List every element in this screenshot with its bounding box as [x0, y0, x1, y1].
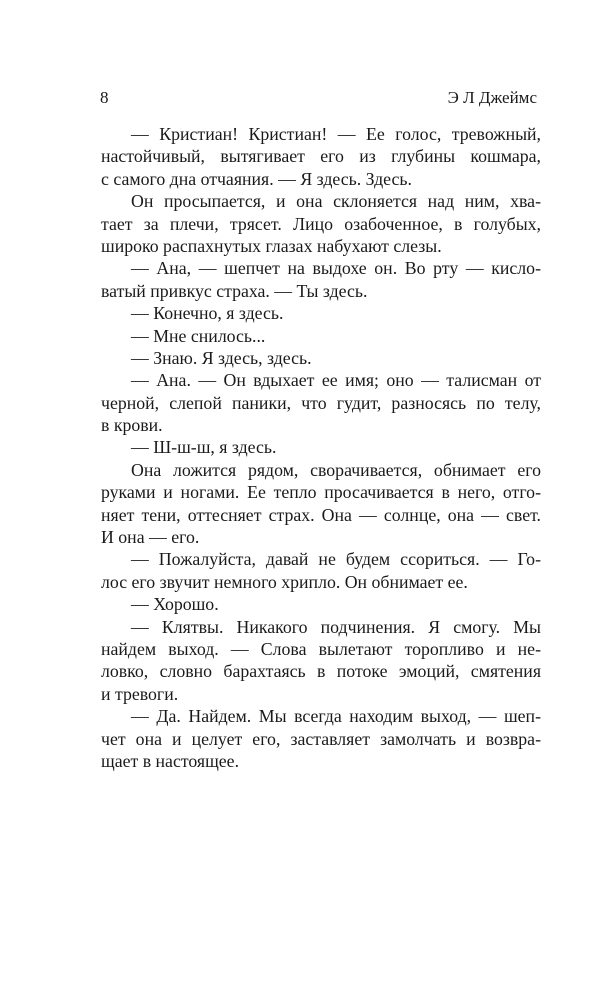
- text-line: — Да. Найдем. Мы всегда находим выход, — шеп-: [131, 706, 541, 727]
- text-line: — Клятвы. Никакого подчинения. Я смогу. Мы: [131, 616, 541, 637]
- text-line: Она ложится рядом, сворачивается, обнимает его: [131, 459, 541, 480]
- text-line: широко распахнутых глазах набухают слезы.: [101, 235, 442, 256]
- text-line: — Ш-ш-ш, я здесь.: [131, 437, 277, 458]
- text-line: щает в настоящее.: [101, 750, 240, 771]
- text-line: И она — его.: [101, 527, 200, 548]
- text-line: найдем выход. — Слова вылетают торопливо и не-: [101, 638, 541, 659]
- text-line: и тревоги.: [101, 683, 179, 704]
- text-line: черной, слепой паники, что гудит, разносясь по телу,: [101, 392, 541, 413]
- running-header-author: Э Л Джеймс: [447, 88, 537, 107]
- body-text: [101, 123, 541, 772]
- text-line: — Мне снилось...: [131, 325, 266, 346]
- text-line: — Ана. — Он вдыхает ее имя; оно — талисман от: [131, 370, 541, 391]
- text-line: — Ана, — шепчет на выдохе он. Во рту — кисло-: [131, 258, 541, 279]
- text-line: — Пожалуйста, давай не будем ссориться. — Го-: [131, 549, 541, 570]
- text-line: лос его звучит немного хрипло. Он обнимает ее.: [101, 571, 468, 592]
- running-header: [100, 86, 537, 110]
- text-line: — Знаю. Я здесь, здесь.: [131, 347, 312, 368]
- text-line: ловко, словно барахтаясь в потоке эмоций, смятения: [101, 661, 541, 682]
- text-line: — Конечно, я здесь.: [131, 303, 284, 324]
- page-number: 8: [100, 88, 109, 107]
- text-line: — Кристиан! Кристиан! — Ее голос, тревожный,: [131, 124, 541, 144]
- text-line: чет она и целует его, заставляет замолчать и возвра-: [101, 728, 541, 749]
- text-line: няет тени, оттесняет страх. Она — солнце, она — свет.: [101, 504, 541, 525]
- text-line: руками и ногами. Ее тепло просачивается в него, отго-: [101, 482, 541, 503]
- text-line: — Хорошо.: [131, 594, 219, 615]
- text-line: тает за плечи, трясет. Лицо озабоченное, в голубых,: [101, 213, 541, 234]
- text-line: настойчивый, вытягивает его из глубины кошмара,: [101, 146, 541, 167]
- text-line: ватый привкус страха. — Ты здесь.: [101, 280, 368, 301]
- text-line: в крови.: [101, 415, 163, 436]
- text-line: с самого дна отчаяния. — Я здесь. Здесь.: [101, 168, 412, 189]
- text-line: Он просыпается, и она склоняется над ним, хва-: [131, 191, 541, 212]
